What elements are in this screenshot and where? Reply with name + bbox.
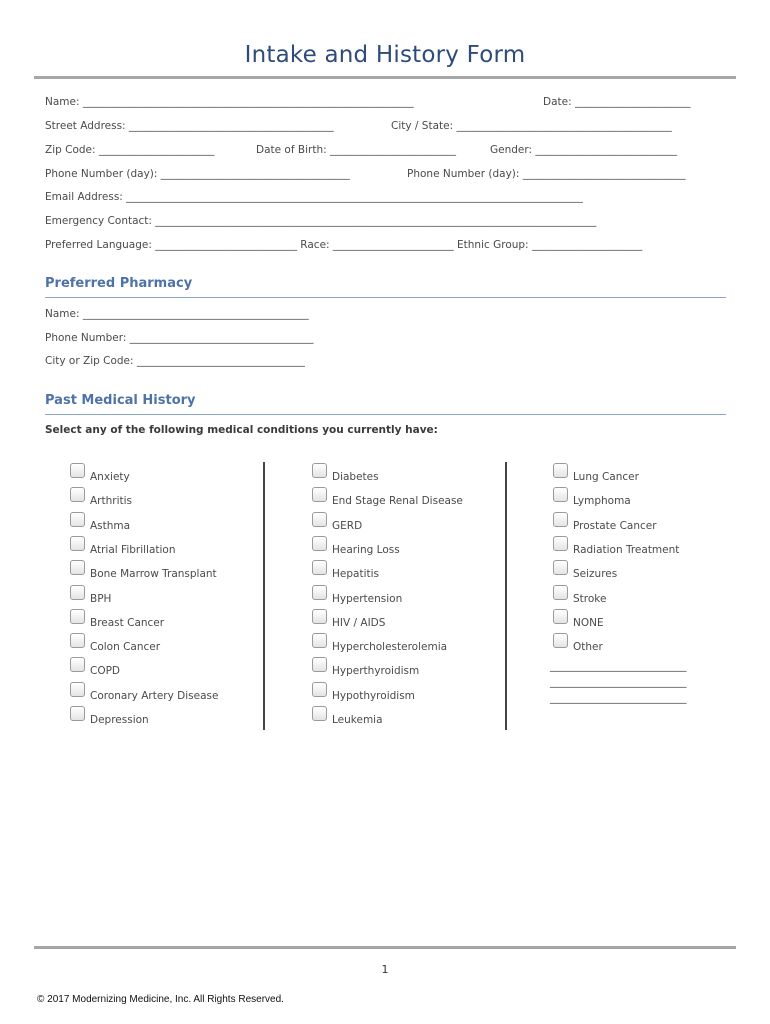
condition-checkbox[interactable] [553,463,568,478]
condition-label: Hyperthyroidism [332,665,420,678]
city-state-field[interactable]: City / State: _________________________________________ [391,120,672,132]
pharmacy-phone-field[interactable]: Phone Number: ___________________________________ [45,332,314,344]
condition-checkbox[interactable] [312,633,327,648]
condition-checkbox[interactable] [70,609,85,624]
condition-label: NONE [573,616,604,629]
condition-checkbox[interactable] [70,487,85,502]
language-race-ethnic-field[interactable]: Preferred Language: ___________________________ Race: _______________________ Ethnic Group: _____________________ [45,239,643,251]
condition-label: COPD [90,665,121,678]
condition-label: Prostate Cancer [573,519,657,532]
phone-day-field-2[interactable]: Phone Number (day): _______________________________ [407,168,686,180]
condition-label: Hepatitis [332,568,379,581]
copyright-notice: © 2017 Modernizing Medicine, Inc. All Rights Reserved. [37,994,284,1005]
condition-checkbox[interactable] [312,512,327,527]
condition-label: Arthritis [90,495,133,508]
condition-checkbox[interactable] [312,706,327,721]
page-number: 1 [381,963,389,976]
condition-label: Stroke [573,592,607,605]
condition-label: Hypertension [332,592,403,605]
condition-checkbox[interactable] [553,512,568,527]
name-field[interactable]: Name: _______________________________________________________________ [45,96,414,108]
condition-label: Lymphoma [573,495,631,508]
condition-label: Lung Cancer [573,471,639,483]
column-divider-2 [505,462,507,730]
condition-label: GERD [332,519,363,532]
condition-checkbox[interactable] [70,657,85,672]
condition-label: Hypothyroidism [332,689,415,702]
condition-checkbox[interactable] [312,536,327,551]
other-line[interactable]: __________________________ [550,692,687,704]
condition-checkbox[interactable] [70,560,85,575]
street-address-field[interactable]: Street Address: _______________________________________ [45,120,334,132]
condition-checkbox[interactable] [70,512,85,527]
phone-day-field[interactable]: Phone Number (day): ____________________________________ [45,168,350,180]
condition-checkbox[interactable] [312,487,327,502]
condition-checkbox[interactable] [70,682,85,697]
condition-checkbox[interactable] [312,609,327,624]
condition-label: Diabetes [332,471,379,483]
condition-checkbox[interactable] [553,536,568,551]
pharmacy-divider [45,297,726,298]
condition-checkbox[interactable] [70,706,85,721]
date-of-birth-field[interactable]: Date of Birth: ________________________ [256,144,456,156]
condition-label: End Stage Renal Disease [332,495,463,508]
condition-checkbox[interactable] [553,487,568,502]
condition-label: Coronary Artery Disease [90,689,219,702]
condition-checkbox[interactable] [553,633,568,648]
condition-label: HIV / AIDS [332,616,386,629]
condition-checkbox[interactable] [312,463,327,478]
pharmacy-name-field[interactable]: Name: ___________________________________________ [45,308,309,320]
condition-label: Anxiety [90,471,130,483]
condition-label: BPH [90,592,112,605]
condition-checkbox[interactable] [553,560,568,575]
emergency-contact-field[interactable]: Emergency Contact: ____________________________________________________________________________________ [45,215,597,227]
other-line[interactable]: __________________________ [550,660,687,672]
history-heading: Past Medical History [45,393,196,408]
condition-checkbox[interactable] [553,585,568,600]
condition-checkbox[interactable] [70,463,85,478]
history-divider [45,414,726,415]
condition-checkbox[interactable] [312,657,327,672]
zip-code-field[interactable]: Zip Code: ______________________ [45,144,215,156]
condition-checkbox[interactable] [70,633,85,648]
condition-checkbox[interactable] [312,585,327,600]
condition-checkbox[interactable] [312,560,327,575]
condition-label: Hypercholesterolemia [332,641,448,654]
condition-label: Other [573,641,603,654]
other-line[interactable]: __________________________ [550,676,687,688]
condition-checkbox[interactable] [553,609,568,624]
pharmacy-heading: Preferred Pharmacy [45,276,193,291]
title-divider [34,76,736,79]
condition-checkbox[interactable] [70,585,85,600]
condition-label: Depression [90,714,149,726]
condition-checkbox[interactable] [70,536,85,551]
condition-label: Leukemia [332,714,383,726]
gender-field[interactable]: Gender: ___________________________ [490,144,678,156]
footer-divider [34,946,736,949]
condition-label: Hearing Loss [332,543,400,556]
condition-label: Seizures [573,568,618,581]
column-divider-1 [263,462,265,730]
history-instruction: Select any of the following medical conditions you currently have: [45,424,438,436]
condition-label: Colon Cancer [90,641,161,654]
email-address-field[interactable]: Email Address: _______________________________________________________________________________________ [45,191,583,203]
condition-label: Breast Cancer [90,616,165,629]
date-field[interactable]: Date: ______________________ [543,96,691,108]
page-title: Intake and History Form [244,42,526,68]
condition-checkbox[interactable] [312,682,327,697]
condition-label: Bone Marrow Transplant [90,568,217,581]
pharmacy-city-zip-field[interactable]: City or Zip Code: ________________________________ [45,355,305,367]
condition-label: Atrial Fibrillation [90,543,176,556]
condition-label: Asthma [90,519,131,532]
condition-label: Radiation Treatment [573,543,680,556]
